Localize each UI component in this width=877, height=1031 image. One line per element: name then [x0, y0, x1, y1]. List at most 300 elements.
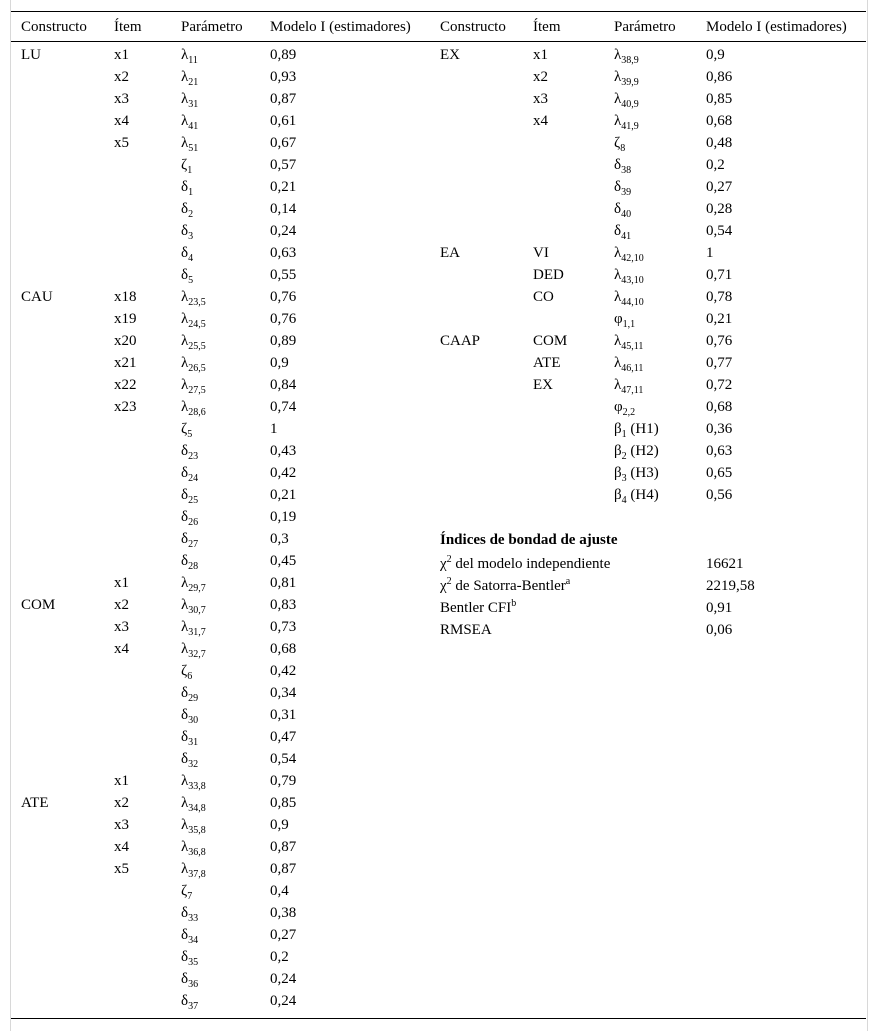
left-item-cell: x19	[114, 311, 137, 327]
right-item-cell: DED	[533, 267, 564, 283]
parameter-symbol: δ	[614, 179, 622, 195]
parameter-subscript: 32	[188, 759, 199, 770]
right-value-cell: 0,36	[706, 421, 733, 437]
fit-index-name: del modelo independiente	[451, 556, 611, 572]
parameter-symbol: λ	[181, 311, 189, 327]
fit-index-label	[440, 599, 516, 617]
left-item-cell: x1	[114, 773, 129, 789]
left-parameter-cell	[181, 46, 198, 64]
left-item-cell: x20	[114, 333, 137, 349]
parameter-subscript: 3	[188, 231, 194, 242]
parameter-symbol: δ	[181, 707, 189, 723]
right-item-cell: EX	[533, 377, 553, 393]
parameter-symbol: δ	[181, 729, 189, 745]
parameter-symbol: λ	[181, 861, 189, 877]
left-parameter-cell	[181, 596, 206, 614]
parameter-subscript: 39,9	[621, 77, 639, 88]
parameter-symbol: λ	[614, 113, 622, 129]
right-value-cell: 0,48	[706, 135, 733, 151]
left-parameter-cell	[181, 156, 192, 174]
parameter-subscript: 39	[621, 187, 632, 198]
left-parameter-cell	[181, 530, 198, 548]
parameter-symbol: δ	[181, 245, 189, 261]
left-value-cell: 0,24	[270, 971, 297, 987]
fit-index-value: 2219,58	[706, 578, 755, 594]
right-parameter-cell	[614, 266, 644, 284]
parameter-symbol: δ	[181, 905, 189, 921]
left-value-cell: 0,42	[270, 663, 297, 679]
left-item-cell: x4	[114, 113, 129, 129]
left-parameter-cell	[181, 706, 198, 724]
parameter-subscript: 44,10	[621, 297, 644, 308]
right-parameter-cell	[614, 288, 644, 306]
parameter-symbol: λ	[181, 355, 189, 371]
left-header-0: Constructo	[21, 19, 87, 35]
parameter-suffix: (H2)	[626, 443, 659, 459]
left-value-cell: 0,42	[270, 465, 297, 481]
left-parameter-cell	[181, 618, 206, 636]
left-parameter-cell	[181, 288, 206, 306]
left-parameter-cell	[181, 376, 206, 394]
parameter-symbol: φ	[614, 399, 623, 415]
left-value-cell: 0,45	[270, 553, 297, 569]
parameter-subscript: 40,9	[621, 99, 639, 110]
parameter-symbol: ζ	[181, 663, 188, 679]
left-item-cell: x3	[114, 91, 129, 107]
left-item-cell: x5	[114, 861, 129, 877]
right-construct-cell: EX	[440, 47, 460, 63]
fit-index-name: Bentler CFI	[440, 600, 512, 616]
left-parameter-cell	[181, 574, 206, 592]
left-parameter-cell	[181, 684, 198, 702]
parameter-symbol: λ	[614, 91, 622, 107]
right-header-1: Ítem	[533, 19, 561, 35]
parameter-subscript: 27	[188, 539, 199, 550]
parameter-subscript: 5	[187, 429, 193, 440]
left-parameter-cell	[181, 794, 206, 812]
left-item-cell: x3	[114, 817, 129, 833]
left-parameter-cell	[181, 508, 198, 526]
parameter-symbol: λ	[614, 245, 622, 261]
parameter-subscript: 2	[188, 209, 194, 220]
left-item-cell: x23	[114, 399, 137, 415]
right-value-cell: 0,71	[706, 267, 733, 283]
chi-symbol: χ	[440, 578, 447, 594]
left-value-cell: 0,85	[270, 795, 297, 811]
fit-index-value: 0,06	[706, 622, 733, 638]
parameter-symbol: δ	[181, 201, 189, 217]
footnote-mark: b	[511, 598, 517, 609]
right-parameter-cell	[614, 112, 639, 130]
left-parameter-cell	[181, 992, 198, 1010]
left-parameter-cell	[181, 464, 198, 482]
parameter-symbol: λ	[181, 377, 189, 393]
right-header-2: Parámetro	[614, 19, 676, 35]
parameter-subscript: 28,6	[188, 407, 206, 418]
parameter-subscript: 47,11	[621, 385, 644, 396]
parameter-symbol: λ	[614, 377, 622, 393]
right-parameter-cell	[614, 376, 643, 394]
right-parameter-cell	[614, 442, 659, 460]
left-header-1: Ítem	[114, 19, 142, 35]
left-construct-cell: ATE	[21, 795, 49, 811]
parameter-symbol: λ	[181, 817, 189, 833]
parameter-subscript: 36,8	[188, 847, 206, 858]
parameter-subscript: 36	[188, 979, 199, 990]
parameter-subscript: 5	[188, 275, 194, 286]
left-parameter-cell	[181, 662, 192, 680]
right-value-cell: 0,28	[706, 201, 733, 217]
right-item-cell: ATE	[533, 355, 561, 371]
left-item-cell: x5	[114, 135, 129, 151]
left-item-cell: x21	[114, 355, 137, 371]
left-value-cell: 0,3	[270, 531, 289, 547]
left-value-cell: 0,73	[270, 619, 297, 635]
left-parameter-cell	[181, 244, 193, 262]
parameter-subscript: 51	[188, 143, 199, 154]
parameter-subscript: 26	[188, 517, 199, 528]
right-value-cell: 0,68	[706, 113, 733, 129]
parameter-subscript: 35	[188, 957, 199, 968]
parameter-subscript: 32,7	[188, 649, 206, 660]
right-parameter-cell	[614, 354, 643, 372]
right-value-cell: 0,9	[706, 47, 725, 63]
right-parameter-cell	[614, 244, 644, 262]
parameter-subscript: 24,5	[188, 319, 206, 330]
right-parameter-cell	[614, 398, 635, 416]
parameter-symbol: λ	[181, 113, 189, 129]
left-value-cell: 0,63	[270, 245, 297, 261]
parameter-symbol: λ	[614, 289, 622, 305]
parameter-suffix: (H4)	[626, 487, 659, 503]
left-value-cell: 0,74	[270, 399, 297, 415]
parameter-subscript: 23,5	[188, 297, 206, 308]
parameter-symbol: ζ	[181, 421, 188, 437]
left-value-cell: 0,81	[270, 575, 297, 591]
parameter-symbol: λ	[181, 333, 189, 349]
header-rule	[11, 41, 866, 42]
parameter-symbol: β	[614, 421, 622, 437]
parameter-subscript: 7	[187, 891, 193, 902]
left-value-cell: 0,76	[270, 289, 297, 305]
left-value-cell: 0,24	[270, 993, 297, 1009]
parameter-symbol: β	[614, 487, 622, 503]
parameter-symbol: δ	[614, 157, 622, 173]
parameter-subscript: 37	[188, 1001, 199, 1012]
parameter-subscript: 41	[621, 231, 632, 242]
parameter-symbol: δ	[181, 509, 189, 525]
parameter-subscript: 27,5	[188, 385, 206, 396]
parameter-subscript: 24	[188, 473, 199, 484]
parameter-subscript: 30,7	[188, 605, 206, 616]
parameter-subscript: 11	[188, 55, 198, 66]
parameter-subscript: 40	[621, 209, 632, 220]
right-item-cell: x1	[533, 47, 548, 63]
parameter-subscript: 37,8	[188, 869, 206, 880]
left-value-cell: 0,31	[270, 707, 297, 723]
left-parameter-cell	[181, 398, 206, 416]
left-value-cell: 0,38	[270, 905, 297, 921]
left-parameter-cell	[181, 332, 206, 350]
parameter-subscript: 45,11	[621, 341, 644, 352]
right-value-cell: 1	[706, 245, 714, 261]
parameter-symbol: λ	[181, 135, 189, 151]
parameter-subscript: 33,8	[188, 781, 206, 792]
left-value-cell: 0,27	[270, 927, 297, 943]
parameter-suffix: (H1)	[626, 421, 659, 437]
right-value-cell: 0,27	[706, 179, 733, 195]
parameter-subscript: 4	[621, 495, 627, 506]
left-parameter-cell	[181, 486, 198, 504]
right-value-cell: 0,68	[706, 399, 733, 415]
footnote-mark: a	[565, 576, 571, 587]
fit-index-label	[440, 577, 570, 595]
left-value-cell: 0,79	[270, 773, 297, 789]
left-value-cell: 0,24	[270, 223, 297, 239]
parameter-symbol: λ	[614, 333, 622, 349]
parameter-subscript: 29,7	[188, 583, 206, 594]
right-value-cell: 0,56	[706, 487, 733, 503]
parameter-symbol: δ	[181, 949, 189, 965]
parameter-symbol: δ	[181, 553, 189, 569]
parameter-subscript: 2	[621, 451, 627, 462]
parameter-suffix: (H3)	[626, 465, 659, 481]
left-value-cell: 0,93	[270, 69, 297, 85]
left-parameter-cell	[181, 750, 198, 768]
right-item-cell: CO	[533, 289, 554, 305]
parameter-symbol: δ	[181, 223, 189, 239]
right-construct-cell: CAAP	[440, 333, 481, 349]
parameter-symbol: λ	[181, 399, 189, 415]
parameter-subscript: 2,2	[622, 407, 636, 418]
parameter-subscript: 43,10	[621, 275, 644, 286]
left-parameter-cell	[181, 200, 193, 218]
right-parameter-cell	[614, 156, 631, 174]
parameter-symbol: β	[614, 443, 622, 459]
left-value-cell: 0,4	[270, 883, 289, 899]
right-value-cell: 0,86	[706, 69, 733, 85]
left-value-cell: 0,83	[270, 597, 297, 613]
parameter-subscript: 41,9	[621, 121, 639, 132]
parameter-subscript: 42,10	[621, 253, 644, 264]
right-parameter-cell	[614, 464, 659, 482]
parameter-symbol: λ	[614, 47, 622, 63]
parameter-symbol: δ	[614, 201, 622, 217]
left-value-cell: 0,61	[270, 113, 297, 129]
left-parameter-cell	[181, 112, 198, 130]
parameter-symbol: δ	[181, 971, 189, 987]
right-parameter-cell	[614, 46, 639, 64]
parameter-symbol: λ	[181, 575, 189, 591]
right-parameter-cell	[614, 310, 635, 328]
parameter-subscript: 26,5	[188, 363, 206, 374]
left-value-cell: 0,43	[270, 443, 297, 459]
left-parameter-cell	[181, 68, 198, 86]
left-parameter-cell	[181, 970, 198, 988]
parameter-subscript: 29	[188, 693, 199, 704]
right-value-cell: 0,65	[706, 465, 733, 481]
parameter-subscript: 4	[188, 253, 194, 264]
bottom-rule	[11, 1018, 866, 1019]
left-construct-cell: CAU	[21, 289, 53, 305]
left-value-cell: 0,87	[270, 839, 297, 855]
left-header-3: Modelo I (estimadores)	[270, 19, 411, 35]
parameter-subscript: 41	[188, 121, 199, 132]
left-parameter-cell	[181, 420, 192, 438]
left-item-cell: x22	[114, 377, 137, 393]
parameter-subscript: 31	[188, 737, 199, 748]
parameter-subscript: 34	[188, 935, 199, 946]
right-parameter-cell	[614, 420, 659, 438]
parameter-symbol: λ	[181, 289, 189, 305]
parameter-symbol: λ	[181, 69, 189, 85]
right-parameter-cell	[614, 222, 631, 240]
right-parameter-cell	[614, 178, 631, 196]
parameter-symbol: δ	[181, 487, 189, 503]
top-rule	[11, 11, 866, 12]
right-header-0: Constructo	[440, 19, 506, 35]
parameter-subscript: 38	[621, 165, 632, 176]
parameter-subscript: 6	[187, 671, 193, 682]
fit-index-name: RMSEA	[440, 622, 492, 638]
right-value-cell: 0,85	[706, 91, 733, 107]
left-parameter-cell	[181, 926, 198, 944]
fit-index-label	[440, 621, 492, 639]
right-value-cell: 0,76	[706, 333, 733, 349]
parameter-symbol: δ	[181, 267, 189, 283]
parameter-subscript: 8	[620, 143, 626, 154]
parameter-symbol: λ	[614, 267, 622, 283]
parameter-subscript: 1	[188, 187, 194, 198]
parameter-symbol: λ	[181, 47, 189, 63]
right-value-cell: 0,78	[706, 289, 733, 305]
right-item-cell: x4	[533, 113, 548, 129]
fit-index-value: 16621	[706, 556, 744, 572]
right-parameter-cell	[614, 486, 659, 504]
left-value-cell: 0,47	[270, 729, 297, 745]
left-parameter-cell	[181, 266, 193, 284]
left-value-cell: 0,89	[270, 47, 297, 63]
left-value-cell: 0,67	[270, 135, 297, 151]
parameter-subscript: 46,11	[621, 363, 644, 374]
left-parameter-cell	[181, 310, 206, 328]
right-item-cell: x2	[533, 69, 548, 85]
parameter-symbol: δ	[181, 751, 189, 767]
left-value-cell: 0,54	[270, 751, 297, 767]
left-value-cell: 0,14	[270, 201, 297, 217]
left-construct-cell: COM	[21, 597, 56, 613]
parameter-subscript: 33	[188, 913, 199, 924]
left-parameter-cell	[181, 860, 206, 878]
right-header-3: Modelo I (estimadores)	[706, 19, 847, 35]
right-value-cell: 0,54	[706, 223, 733, 239]
parameter-symbol: δ	[181, 685, 189, 701]
parameter-symbol: δ	[614, 223, 622, 239]
right-value-cell: 0,77	[706, 355, 733, 371]
left-parameter-cell	[181, 222, 193, 240]
left-parameter-cell	[181, 442, 198, 460]
parameter-symbol: ζ	[614, 135, 621, 151]
parameter-subscript: 23	[188, 451, 199, 462]
right-value-cell: 0,2	[706, 157, 725, 173]
left-parameter-cell	[181, 728, 198, 746]
left-parameter-cell	[181, 134, 198, 152]
right-value-cell: 0,63	[706, 443, 733, 459]
left-value-cell: 0,57	[270, 157, 297, 173]
right-item-cell: VI	[533, 245, 549, 261]
left-parameter-cell	[181, 772, 206, 790]
left-parameter-cell	[181, 640, 206, 658]
left-parameter-cell	[181, 816, 206, 834]
parameter-subscript: 28	[188, 561, 199, 572]
superscript: 2	[446, 576, 452, 587]
left-value-cell: 0,9	[270, 355, 289, 371]
left-parameter-cell	[181, 90, 198, 108]
parameter-symbol: δ	[181, 993, 189, 1009]
parameter-symbol: δ	[181, 465, 189, 481]
left-item-cell: x4	[114, 641, 129, 657]
right-parameter-cell	[614, 134, 625, 152]
parameter-subscript: 38,9	[621, 55, 639, 66]
parameter-subscript: 31	[188, 99, 199, 110]
left-parameter-cell	[181, 178, 193, 196]
table-frame	[10, 0, 868, 1031]
right-value-cell: 0,21	[706, 311, 733, 327]
left-value-cell: 0,68	[270, 641, 297, 657]
left-item-cell: x2	[114, 69, 129, 85]
parameter-symbol: λ	[614, 355, 622, 371]
chi-symbol: χ	[440, 556, 447, 572]
left-value-cell: 0,21	[270, 179, 297, 195]
left-value-cell: 0,55	[270, 267, 297, 283]
parameter-symbol: λ	[181, 597, 189, 613]
parameter-symbol: δ	[181, 927, 189, 943]
parameter-subscript: 1	[187, 165, 193, 176]
left-item-cell: x3	[114, 619, 129, 635]
left-construct-cell: LU	[21, 47, 41, 63]
parameter-symbol: φ	[614, 311, 623, 327]
left-item-cell: x1	[114, 575, 129, 591]
left-value-cell: 0,2	[270, 949, 289, 965]
superscript: 2	[446, 554, 452, 565]
left-item-cell: x1	[114, 47, 129, 63]
parameter-symbol: ζ	[181, 157, 188, 173]
fit-index-label	[440, 555, 610, 573]
left-parameter-cell	[181, 552, 198, 570]
parameter-subscript: 30	[188, 715, 199, 726]
right-item-cell: x3	[533, 91, 548, 107]
left-value-cell: 0,19	[270, 509, 297, 525]
right-construct-cell: EA	[440, 245, 460, 261]
left-value-cell: 0,84	[270, 377, 297, 393]
fit-index-name: de Satorra-Bentler	[451, 578, 566, 594]
left-parameter-cell	[181, 838, 206, 856]
left-value-cell: 0,87	[270, 91, 297, 107]
left-parameter-cell	[181, 882, 192, 900]
parameter-subscript: 25,5	[188, 341, 206, 352]
left-value-cell: 0,21	[270, 487, 297, 503]
right-parameter-cell	[614, 332, 643, 350]
parameter-subscript: 3	[621, 473, 627, 484]
parameter-subscript: 31,7	[188, 627, 206, 638]
parameter-symbol: δ	[181, 531, 189, 547]
left-value-cell: 0,89	[270, 333, 297, 349]
parameter-symbol: λ	[181, 91, 189, 107]
left-parameter-cell	[181, 354, 206, 372]
parameter-symbol: λ	[181, 795, 189, 811]
parameter-symbol: δ	[181, 179, 189, 195]
left-value-cell: 0,9	[270, 817, 289, 833]
